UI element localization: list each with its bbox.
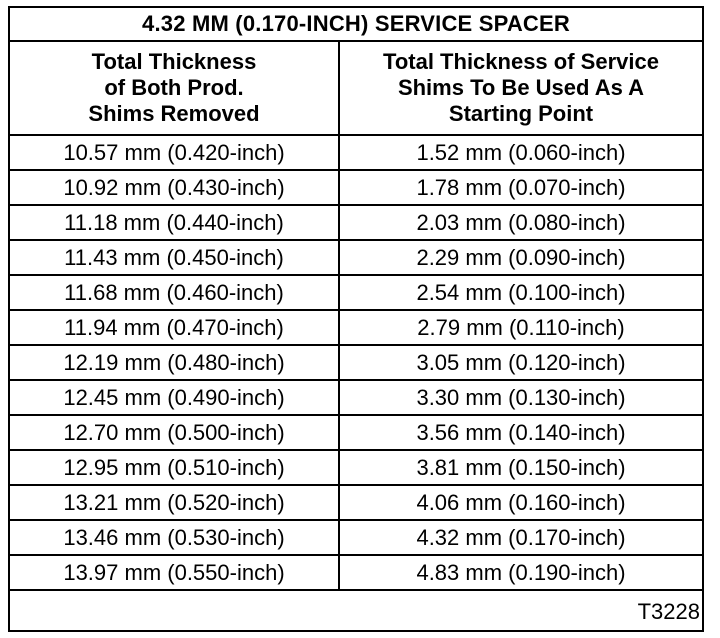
service-shim-thickness-cell: 4.06 mm (0.160-inch) [339, 485, 702, 520]
header-left-line: of Both Prod. [104, 75, 244, 100]
service-shim-thickness-cell: 2.03 mm (0.080-inch) [339, 205, 702, 240]
table-row [10, 135, 702, 170]
header-left-line: Total Thickness [91, 49, 257, 74]
table-row [10, 520, 702, 555]
header-left-line: Shims Removed [88, 101, 260, 126]
table-row [10, 380, 702, 415]
production-shim-thickness-cell: 13.46 mm (0.530-inch) [10, 520, 339, 555]
table-row [10, 310, 702, 345]
table-row [10, 555, 702, 590]
production-shim-thickness-cell: 12.95 mm (0.510-inch) [10, 450, 339, 485]
production-shim-thickness-cell: 11.43 mm (0.450-inch) [10, 240, 339, 275]
table-title: 4.32 MM (0.170-INCH) SERVICE SPACER [10, 8, 702, 41]
header-right-line: Total Thickness of Service [383, 49, 659, 74]
header-production-shims [10, 41, 339, 135]
production-shim-thickness-cell: 12.19 mm (0.480-inch) [10, 345, 339, 380]
production-shim-thickness-cell: 13.97 mm (0.550-inch) [10, 555, 339, 590]
table-body [10, 135, 702, 590]
service-shim-thickness-cell: 4.83 mm (0.190-inch) [339, 555, 702, 590]
service-shim-thickness-cell: 2.29 mm (0.090-inch) [339, 240, 702, 275]
table-row [10, 450, 702, 485]
table-header-row [10, 41, 702, 135]
table-footer-row [10, 590, 702, 627]
table-row [10, 485, 702, 520]
service-shim-thickness-cell: 4.32 mm (0.170-inch) [339, 520, 702, 555]
table-row [10, 415, 702, 450]
production-shim-thickness-cell: 13.21 mm (0.520-inch) [10, 485, 339, 520]
table-row [10, 170, 702, 205]
production-shim-thickness-cell: 11.18 mm (0.440-inch) [10, 205, 339, 240]
production-shim-thickness-cell: 12.45 mm (0.490-inch) [10, 380, 339, 415]
service-shim-thickness-cell: 1.52 mm (0.060-inch) [339, 135, 702, 170]
table-title-row [10, 8, 702, 41]
service-shim-thickness-cell: 3.30 mm (0.130-inch) [339, 380, 702, 415]
header-right-line: Starting Point [448, 101, 594, 126]
production-shim-thickness-cell: 11.94 mm (0.470-inch) [10, 310, 339, 345]
table-row [10, 240, 702, 275]
table-row [10, 205, 702, 240]
table-row [10, 345, 702, 380]
service-shim-thickness-cell: 3.81 mm (0.150-inch) [339, 450, 702, 485]
service-shim-thickness-cell: 2.54 mm (0.100-inch) [339, 275, 702, 310]
service-shim-thickness-cell: 3.56 mm (0.140-inch) [339, 415, 702, 450]
service-shim-thickness-cell: 2.79 mm (0.110-inch) [339, 310, 702, 345]
header-service-shims [339, 41, 702, 135]
production-shim-thickness-cell: 10.57 mm (0.420-inch) [10, 135, 339, 170]
service-spacer-table [10, 8, 702, 627]
table-row [10, 275, 702, 310]
service-shim-thickness-cell: 1.78 mm (0.070-inch) [339, 170, 702, 205]
service-shim-thickness-cell: 3.05 mm (0.120-inch) [339, 345, 702, 380]
figure-code: T3228 [637, 599, 700, 624]
spacer-table-sheet [8, 6, 704, 632]
header-right-line: Shims To Be Used As A [397, 75, 645, 100]
production-shim-thickness-cell: 11.68 mm (0.460-inch) [10, 275, 339, 310]
production-shim-thickness-cell: 10.92 mm (0.430-inch) [10, 170, 339, 205]
production-shim-thickness-cell: 12.70 mm (0.500-inch) [10, 415, 339, 450]
